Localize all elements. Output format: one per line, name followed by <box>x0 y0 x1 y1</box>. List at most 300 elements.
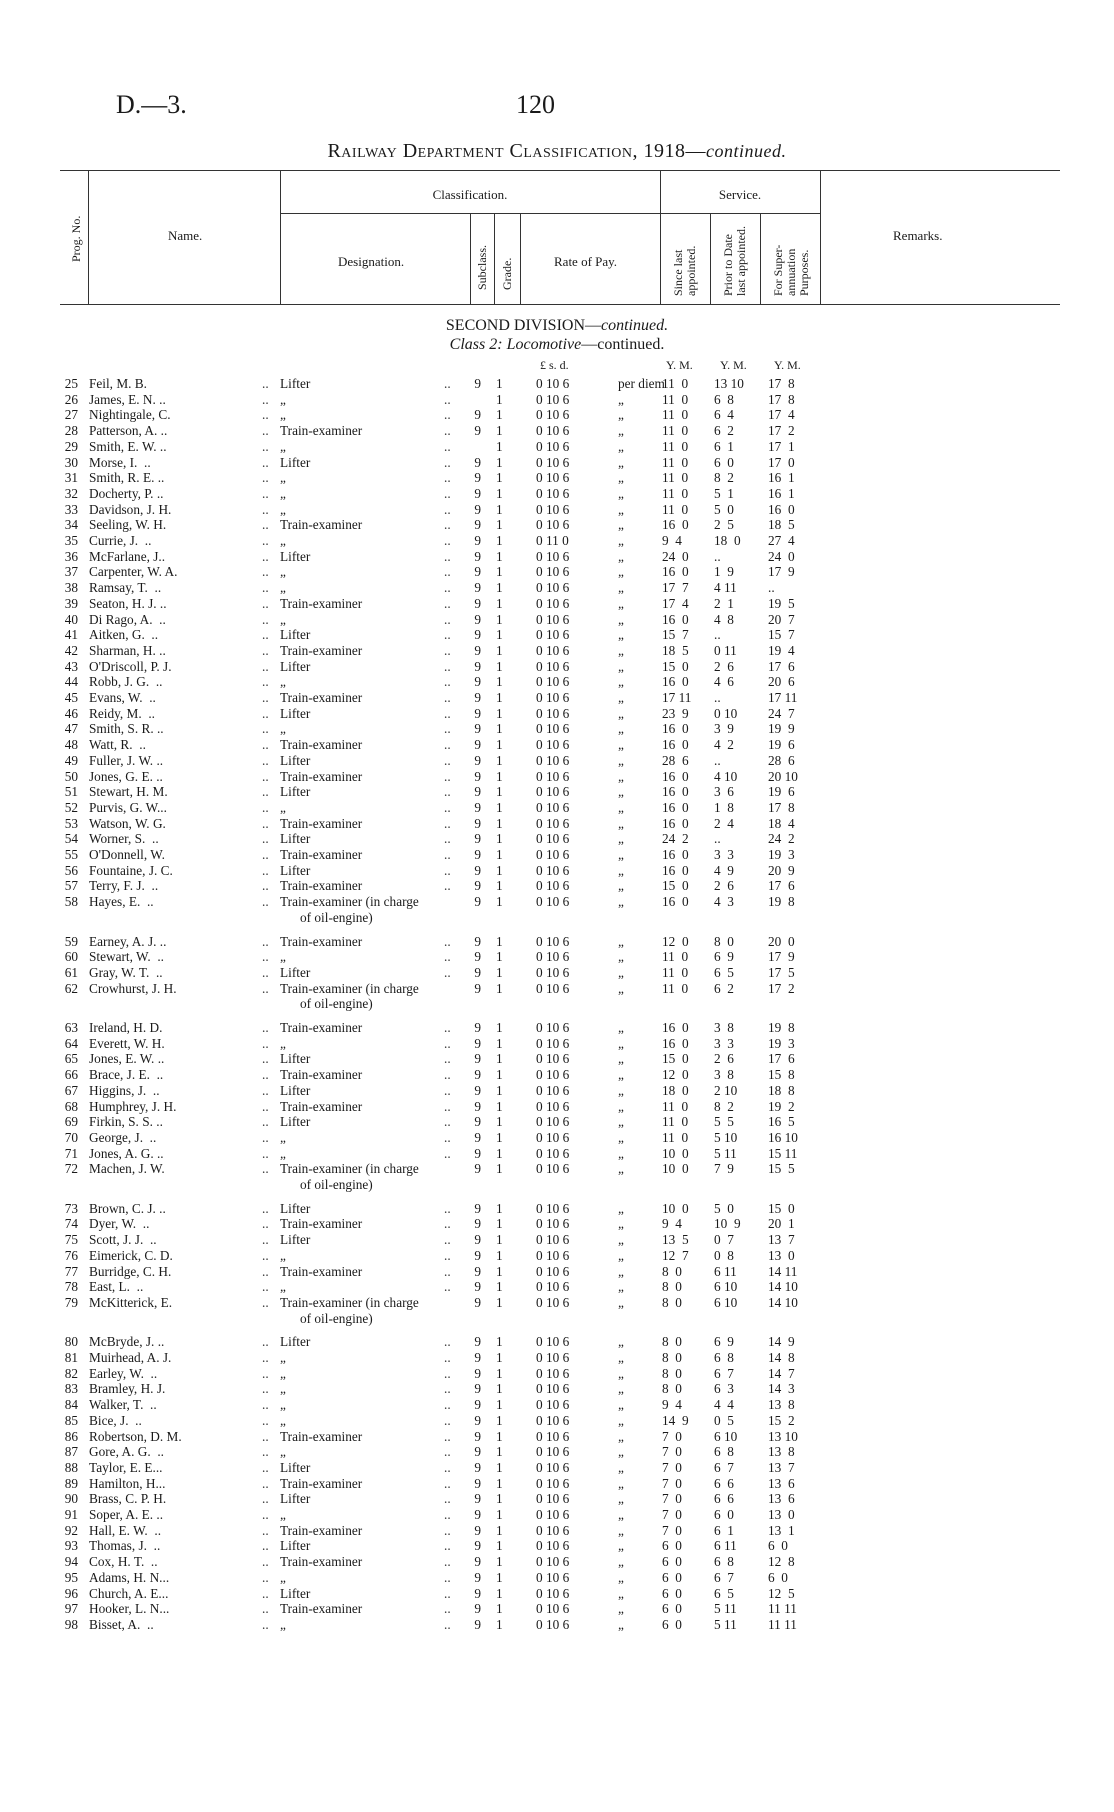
leader-dots: .. <box>444 964 451 980</box>
leader-dots: .. <box>444 438 451 454</box>
subclass: 9 <box>474 690 481 705</box>
pay-period: „ <box>618 658 624 674</box>
service-since-last: 16 0 <box>662 564 689 580</box>
leader-dots: .. <box>262 1051 269 1067</box>
leader-dots: .. <box>444 737 451 753</box>
table-row <box>0 1279 1114 1295</box>
staff-name: Gray, W. T. .. <box>89 964 163 980</box>
table-row <box>0 1350 1114 1366</box>
designation: Lifter <box>280 784 311 800</box>
staff-name: Brace, J. E. .. <box>89 1067 164 1083</box>
service-since-last: 6 0 <box>662 1569 682 1585</box>
prog-no: 78 <box>64 1279 78 1295</box>
staff-name: Purvis, G. W... <box>89 799 167 815</box>
table-row <box>0 549 1114 565</box>
service-since-last: 16 0 <box>662 768 689 784</box>
service-superannuation: 11 11 <box>768 1601 797 1617</box>
service-superannuation: 17 0 <box>768 454 795 470</box>
subclass: 9 <box>474 376 481 391</box>
designation-continuation: of oil-engine) <box>300 996 373 1012</box>
service-prior-to: 2 10 <box>714 1082 738 1098</box>
service-superannuation: 13 10 <box>768 1428 798 1444</box>
designation: Lifter <box>280 454 311 470</box>
grade: 1 <box>496 933 503 949</box>
service-since-last: 11 0 <box>662 1129 689 1145</box>
rate-of-pay: 0 10 6 <box>536 1381 570 1397</box>
table-row <box>0 753 1114 769</box>
leader-dots: .. <box>262 690 269 705</box>
service-superannuation: 19 8 <box>768 1020 795 1035</box>
service-superannuation: 17 1 <box>768 438 795 454</box>
grade: 1 <box>496 485 503 501</box>
designation: Lifter <box>280 658 311 674</box>
prog-no: 36 <box>64 548 78 564</box>
prog-no: 46 <box>64 705 78 721</box>
service-since-last: 16 0 <box>662 674 689 690</box>
leader-dots: .. <box>444 1114 451 1130</box>
designation: Lifter <box>280 831 311 847</box>
staff-name: Watt, R. .. <box>89 737 146 753</box>
service-superannuation: 14 10 <box>768 1279 798 1295</box>
designation: Train-examiner <box>280 595 363 611</box>
staff-name: O'Donnell, W. <box>89 847 165 862</box>
pay-period: „ <box>618 1082 624 1098</box>
designation: „ <box>280 438 286 454</box>
rate-of-pay: 0 10 6 <box>536 548 570 564</box>
subclass: 9 <box>474 423 481 439</box>
service-superannuation: 11 11 <box>768 1616 797 1632</box>
leader-dots: .. <box>262 1020 269 1035</box>
rate-of-pay: 0 10 6 <box>536 1585 570 1601</box>
designation-continuation: of oil-engine) <box>300 909 373 925</box>
rate-of-pay: 0 10 6 <box>536 1491 570 1507</box>
leader-dots: .. <box>262 1200 269 1216</box>
leader-dots: .. <box>444 1412 451 1428</box>
staff-name: Carpenter, W. A. <box>89 564 178 580</box>
grade: 1 <box>496 1569 503 1585</box>
designation: Train-examiner <box>280 1067 363 1083</box>
rate-of-pay: 0 10 6 <box>536 1098 570 1114</box>
leader-dots: .. <box>444 485 451 501</box>
subclass: 9 <box>474 1334 481 1350</box>
service-since-last: 11 0 <box>662 980 689 996</box>
grade: 1 <box>496 595 503 611</box>
leader-dots: .. <box>262 1067 269 1083</box>
leader-dots: .. <box>444 1247 451 1263</box>
table-row <box>0 878 1114 894</box>
pay-period: „ <box>618 674 624 690</box>
service-superannuation: 16 0 <box>768 501 795 517</box>
pay-period: „ <box>618 1334 624 1350</box>
leader-dots: .. <box>444 1051 451 1067</box>
staff-name: Fuller, J. W. .. <box>89 752 164 768</box>
grade: 1 <box>496 1334 503 1350</box>
leader-dots: .. <box>444 1507 451 1522</box>
service-since-last: 11 0 <box>662 438 689 454</box>
pay-period: „ <box>618 1051 624 1067</box>
leader-dots: .. <box>444 1216 451 1232</box>
pay-period: „ <box>618 1216 624 1232</box>
service-prior-to: .. <box>714 690 721 705</box>
rate-of-pay: 0 10 6 <box>536 595 570 611</box>
class-suffix: —continued. <box>581 336 665 353</box>
service-prior-to: 8 2 <box>714 470 734 486</box>
designation: Train-examiner <box>280 1475 363 1491</box>
service-prior-to: 6 9 <box>714 949 734 965</box>
service-superannuation: 6 0 <box>768 1538 788 1554</box>
prog-no: 82 <box>64 1365 78 1381</box>
service-superannuation: 17 6 <box>768 878 795 894</box>
staff-name: O'Driscoll, P. J. <box>89 658 172 674</box>
service-prior-to: 4 3 <box>714 894 734 910</box>
service-prior-to: 5 0 <box>714 1200 734 1216</box>
pay-period: „ <box>618 564 624 580</box>
rate-of-pay: 0 10 6 <box>536 1035 570 1051</box>
service-superannuation: 17 5 <box>768 964 795 980</box>
prog-no: 26 <box>64 391 78 407</box>
service-since-last: 24 0 <box>662 548 689 564</box>
service-superannuation: 17 9 <box>768 564 795 580</box>
service-since-last: 7 0 <box>662 1507 682 1522</box>
grade: 1 <box>496 1397 503 1413</box>
staff-name: Scott, J. J. .. <box>89 1232 157 1248</box>
table-row <box>0 439 1114 455</box>
leader-dots: .. <box>262 799 269 815</box>
subclass: 9 <box>474 658 481 674</box>
leader-dots: .. <box>262 1334 269 1350</box>
table-row <box>0 1444 1114 1460</box>
staff-name: Jones, E. W. .. <box>89 1051 165 1067</box>
page-number: 120 <box>516 90 555 119</box>
service-since-last: 23 9 <box>662 705 689 721</box>
rate-of-pay: 0 10 6 <box>536 1114 570 1130</box>
prog-no: 38 <box>64 580 78 596</box>
prog-no: 74 <box>64 1216 78 1232</box>
service-since-last: 28 6 <box>662 752 689 768</box>
leader-dots: .. <box>262 705 269 721</box>
prog-no: 84 <box>64 1397 78 1413</box>
leader-dots: .. <box>444 642 451 658</box>
subclass: 9 <box>474 933 481 949</box>
rate-of-pay: 0 10 6 <box>536 831 570 847</box>
staff-name: Smith, R. E. .. <box>89 470 165 486</box>
prog-no: 80 <box>64 1334 78 1350</box>
staff-name: James, E. N. .. <box>89 391 166 407</box>
rate-of-pay: 0 10 6 <box>536 1428 570 1444</box>
pay-period: „ <box>618 1232 624 1248</box>
service-prior-to: 6 11 <box>714 1263 737 1279</box>
pay-period: „ <box>618 949 624 965</box>
table-row <box>0 627 1114 643</box>
prog-no: 37 <box>64 564 78 580</box>
service-prior-to: 3 9 <box>714 721 734 737</box>
subclass: 9 <box>474 1098 481 1114</box>
leader-dots: .. <box>262 1428 269 1444</box>
document-reference: D.—3. <box>116 90 187 119</box>
table-row <box>0 1601 1114 1617</box>
service-since-last: 15 0 <box>662 1051 689 1067</box>
pay-period: „ <box>618 407 624 423</box>
service-prior-to: 18 0 <box>714 533 741 548</box>
leader-dots: .. <box>444 674 451 690</box>
rate-of-pay: 0 10 6 <box>536 1067 570 1083</box>
table-row <box>0 1201 1114 1217</box>
pay-period: „ <box>618 1538 624 1554</box>
designation: Train-examiner (in charge <box>280 1294 419 1310</box>
leader-dots: .. <box>444 862 451 878</box>
pay-period: „ <box>618 1247 624 1263</box>
service-prior-to: 6 0 <box>714 1507 734 1522</box>
table-row <box>0 1232 1114 1248</box>
service-superannuation: 18 8 <box>768 1082 795 1098</box>
service-superannuation: 17 8 <box>768 391 795 407</box>
service-since-last: 10 0 <box>662 1145 689 1161</box>
rate-of-pay: 0 10 6 <box>536 980 570 996</box>
class-heading <box>0 336 1114 354</box>
subclass: 9 <box>474 1507 481 1522</box>
designation: Train-examiner <box>280 517 363 533</box>
service-prior-to: 2 6 <box>714 658 734 674</box>
service-since-last: 8 0 <box>662 1334 682 1350</box>
leader-dots: .. <box>262 1294 269 1310</box>
service-superannuation: 14 8 <box>768 1350 795 1365</box>
prog-no: 32 <box>64 485 78 501</box>
service-superannuation: 6 0 <box>768 1569 788 1585</box>
staff-name: Machen, J. W. <box>89 1161 165 1177</box>
prog-no: 95 <box>64 1569 78 1585</box>
subclass: 9 <box>474 1247 481 1263</box>
table-row <box>0 502 1114 518</box>
pay-period: „ <box>618 1522 624 1538</box>
designation: Train-examiner <box>280 1554 363 1570</box>
service-prior-to: 6 7 <box>714 1569 734 1585</box>
pay-period: „ <box>618 627 624 643</box>
table-row <box>0 1554 1114 1570</box>
leader-dots: .. <box>262 642 269 658</box>
table-row <box>0 949 1114 965</box>
rate-of-pay: 0 10 6 <box>536 438 570 454</box>
subclass: 9 <box>474 642 481 658</box>
pay-period: „ <box>618 933 624 949</box>
staff-name: Hayes, E. .. <box>89 894 154 910</box>
leader-dots: .. <box>262 831 269 847</box>
col-divider <box>494 213 495 304</box>
rate-of-pay: 0 10 6 <box>536 949 570 965</box>
title-continued: continued. <box>706 141 787 161</box>
designation: Train-examiner <box>280 737 363 753</box>
designation: „ <box>280 533 286 548</box>
leader-dots: .. <box>262 1459 269 1475</box>
leader-dots: .. <box>262 847 269 862</box>
service-superannuation: .. <box>768 580 775 596</box>
division-name: SECOND DIVISION— <box>445 317 601 334</box>
table-row <box>0 721 1114 737</box>
designation: „ <box>280 611 286 627</box>
table-row <box>0 1295 1114 1311</box>
prog-no: 50 <box>64 768 78 784</box>
designation: Train-examiner <box>280 933 363 949</box>
designation: „ <box>280 470 286 486</box>
service-since-last: 16 0 <box>662 784 689 800</box>
prog-no: 96 <box>64 1585 78 1601</box>
service-prior-to: 5 5 <box>714 1114 734 1130</box>
service-prior-to: 5 10 <box>714 1129 738 1145</box>
table-row <box>0 800 1114 816</box>
service-since-last: 15 0 <box>662 878 689 894</box>
service-prior-to: 5 0 <box>714 501 734 517</box>
leader-dots: .. <box>262 1554 269 1570</box>
prog-no: 85 <box>64 1412 78 1428</box>
leader-dots: .. <box>262 423 269 439</box>
designation: Train-examiner <box>280 878 363 894</box>
designation: Lifter <box>280 1334 311 1350</box>
subclass: 9 <box>474 580 481 596</box>
designation: „ <box>280 674 286 690</box>
leader-dots: .. <box>262 1491 269 1507</box>
rate-of-pay: 0 10 6 <box>536 1365 570 1381</box>
designation: Lifter <box>280 705 311 721</box>
staff-name: Earney, A. J. .. <box>89 933 167 949</box>
service-superannuation: 13 8 <box>768 1397 795 1413</box>
prog-no: 33 <box>64 501 78 517</box>
grade: 1 <box>496 642 503 658</box>
service-prior-to: 4 2 <box>714 737 734 753</box>
service-prior-to: 6 1 <box>714 438 734 454</box>
prog-no: 89 <box>64 1475 78 1491</box>
grade: 1 <box>496 964 503 980</box>
designation: Lifter <box>280 1585 311 1601</box>
service-since-last: 7 0 <box>662 1444 682 1460</box>
pay-period: „ <box>618 454 624 470</box>
leader-dots: .. <box>262 533 269 548</box>
staff-name: Higgins, J. .. <box>89 1082 160 1098</box>
rate-of-pay: 0 10 6 <box>536 564 570 580</box>
col-name: Name. <box>168 228 203 243</box>
col-divider <box>710 213 711 304</box>
staff-name: Humphrey, J. H. <box>89 1098 177 1114</box>
service-since-last: 16 0 <box>662 894 689 910</box>
grade: 1 <box>496 799 503 815</box>
leader-dots: .. <box>444 1350 451 1365</box>
staff-name: Hamilton, H... <box>89 1475 166 1491</box>
rate-of-pay: 0 10 6 <box>536 690 570 705</box>
service-prior-to: 6 11 <box>714 1538 737 1554</box>
rate-of-pay: 0 10 6 <box>536 1020 570 1035</box>
pay-period: „ <box>618 1585 624 1601</box>
prog-no: 65 <box>64 1051 78 1067</box>
service-superannuation: 14 10 <box>768 1294 798 1310</box>
subclass: 9 <box>474 878 481 894</box>
designation: Train-examiner <box>280 1601 363 1617</box>
service-superannuation: 13 0 <box>768 1247 795 1263</box>
service-prior-to: 4 9 <box>714 862 734 878</box>
designation: „ <box>280 721 286 737</box>
leader-dots: .. <box>444 705 451 721</box>
leader-dots: .. <box>262 517 269 533</box>
header-bottom-rule <box>60 304 1060 305</box>
header-top-rule <box>60 170 1060 171</box>
subclass: 9 <box>474 1412 481 1428</box>
leader-dots: .. <box>444 1365 451 1381</box>
pay-period: „ <box>618 485 624 501</box>
prog-no: 39 <box>64 595 78 611</box>
service-prior-to: 6 10 <box>714 1279 738 1295</box>
subclass: 9 <box>474 949 481 965</box>
grade: 1 <box>496 690 503 705</box>
leader-dots: .. <box>262 1145 269 1161</box>
service-prior-to: 0 5 <box>714 1412 734 1428</box>
subclass: 9 <box>474 705 481 721</box>
subclass: 9 <box>474 721 481 737</box>
service-prior-to: .. <box>714 752 721 768</box>
staff-name: Feil, M. B. <box>89 376 147 391</box>
service-since-last: 9 4 <box>662 533 682 548</box>
designation: Lifter <box>280 1082 311 1098</box>
grade: 1 <box>496 407 503 423</box>
leader-dots: .. <box>444 564 451 580</box>
pay-period: „ <box>618 1475 624 1491</box>
service-superannuation: 19 3 <box>768 1035 795 1051</box>
subclass: 9 <box>474 1051 481 1067</box>
service-since-last: 11 0 <box>662 470 689 486</box>
prog-no: 40 <box>64 611 78 627</box>
rate-of-pay: 0 10 6 <box>536 964 570 980</box>
leader-dots: .. <box>444 1616 451 1632</box>
service-superannuation: 19 5 <box>768 595 795 611</box>
subclass: 9 <box>474 485 481 501</box>
service-prior-to: .. <box>714 548 721 564</box>
designation: Lifter <box>280 1491 311 1507</box>
grade: 1 <box>496 1585 503 1601</box>
rate-of-pay: 0 10 6 <box>536 1444 570 1460</box>
service-prior-to: 3 8 <box>714 1067 734 1083</box>
rate-of-pay: 0 10 6 <box>536 1232 570 1248</box>
service-prior-to: 6 7 <box>714 1459 734 1475</box>
leader-dots: .. <box>444 878 451 894</box>
leader-dots: .. <box>262 580 269 596</box>
table-row <box>0 564 1114 580</box>
pay-period: „ <box>618 878 624 894</box>
designation: Lifter <box>280 1051 311 1067</box>
table-row <box>0 596 1114 612</box>
leader-dots: .. <box>262 1082 269 1098</box>
subclass: 9 <box>474 964 481 980</box>
rate-of-pay: 0 10 6 <box>536 1412 570 1428</box>
grade: 1 <box>496 721 503 737</box>
staff-name: Jones, A. G. .. <box>89 1145 164 1161</box>
pay-period: „ <box>618 391 624 407</box>
rate-of-pay: 0 10 6 <box>536 784 570 800</box>
service-superannuation: 16 1 <box>768 470 795 486</box>
leader-dots: .. <box>444 1145 451 1161</box>
subclass: 9 <box>474 1145 481 1161</box>
table-row <box>0 1130 1114 1146</box>
staff-name: Watson, W. G. <box>89 815 166 831</box>
staff-name: Patterson, A. .. <box>89 423 168 439</box>
prog-no: 48 <box>64 737 78 753</box>
table-row <box>0 1366 1114 1382</box>
leader-dots: .. <box>444 1522 451 1538</box>
service-since-last: 17 7 <box>662 580 689 596</box>
table-row <box>0 1476 1114 1492</box>
prog-no: 56 <box>64 862 78 878</box>
leader-dots: .. <box>262 1601 269 1617</box>
leader-dots: .. <box>262 627 269 643</box>
table-row <box>0 1586 1114 1602</box>
service-superannuation: 13 8 <box>768 1444 795 1460</box>
subclass: 9 <box>474 1232 481 1248</box>
rate-of-pay: 0 10 6 <box>536 1247 570 1263</box>
